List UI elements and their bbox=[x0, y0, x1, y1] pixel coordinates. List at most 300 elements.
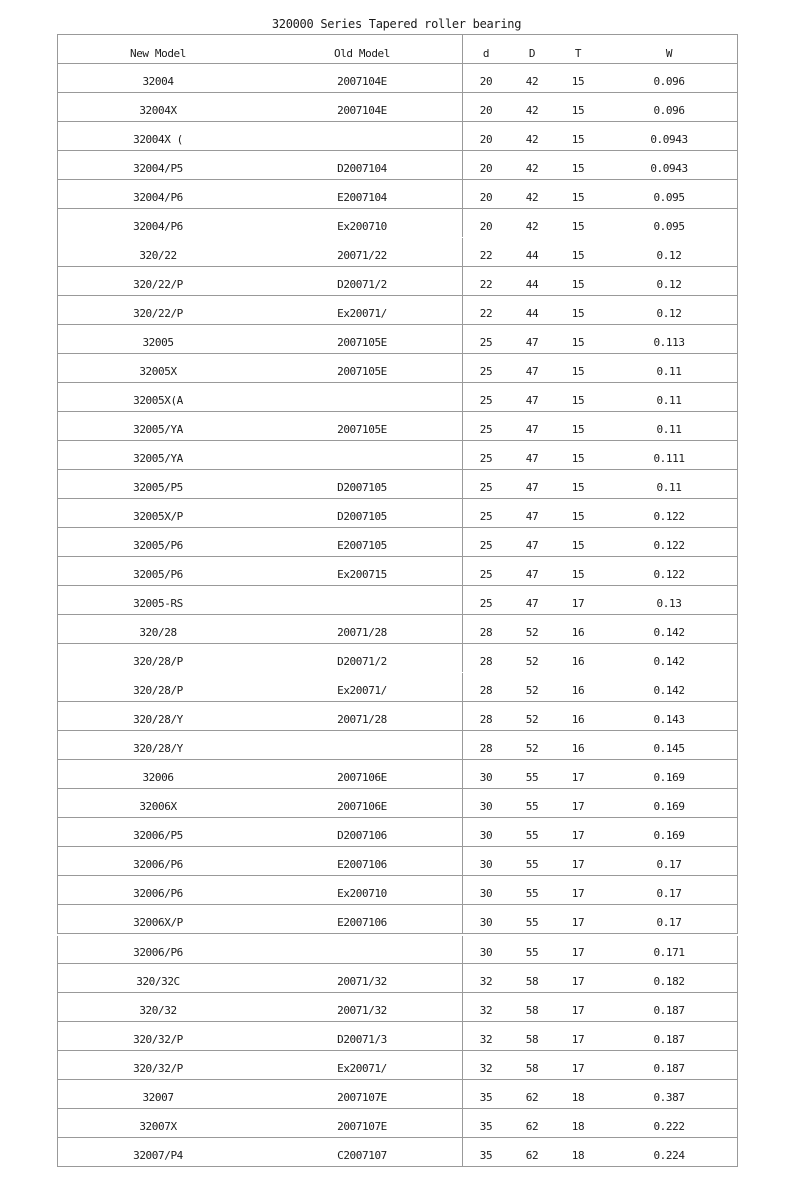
header-T: T bbox=[574, 47, 582, 60]
W-cell: 0.171 bbox=[653, 946, 685, 959]
W-cell: 0.111 bbox=[653, 452, 685, 465]
table-row bbox=[58, 615, 737, 644]
old-model-cell: Ex20071/ bbox=[337, 307, 387, 320]
d-cell: 20 bbox=[479, 133, 493, 146]
T-cell: 15 bbox=[571, 307, 585, 320]
new-model-cell: 32004X ( bbox=[133, 133, 183, 146]
new-model-cell: 32004X bbox=[139, 104, 177, 117]
bearing-table bbox=[57, 34, 738, 934]
old-model-cell: 2007104E bbox=[337, 104, 387, 117]
d-cell: 35 bbox=[479, 1149, 493, 1162]
new-model-cell: 32005X/P bbox=[133, 510, 183, 523]
W-cell: 0.169 bbox=[653, 829, 685, 842]
table-row bbox=[58, 412, 737, 441]
d-cell: 22 bbox=[479, 307, 493, 320]
W-cell: 0.122 bbox=[653, 539, 685, 552]
column-divider bbox=[462, 702, 463, 730]
T-cell: 16 bbox=[571, 742, 585, 755]
d-cell: 25 bbox=[479, 365, 493, 378]
d-cell: 35 bbox=[479, 1120, 493, 1133]
column-divider bbox=[462, 1080, 463, 1108]
table-row bbox=[58, 383, 737, 412]
d-cell: 25 bbox=[479, 597, 493, 610]
d-cell: 22 bbox=[479, 278, 493, 291]
D-cell: 42 bbox=[525, 75, 539, 88]
table-row bbox=[58, 673, 737, 702]
new-model-cell: 32004/P5 bbox=[133, 162, 183, 175]
W-cell: 0.113 bbox=[653, 336, 685, 349]
column-divider bbox=[462, 93, 463, 121]
column-divider bbox=[462, 35, 463, 63]
T-cell: 17 bbox=[571, 916, 585, 929]
T-cell: 17 bbox=[571, 1033, 585, 1046]
new-model-cell: 32005 bbox=[142, 336, 174, 349]
d-cell: 30 bbox=[479, 916, 493, 929]
D-cell: 44 bbox=[525, 307, 539, 320]
d-cell: 30 bbox=[479, 829, 493, 842]
W-cell: 0.095 bbox=[653, 191, 685, 204]
table-row bbox=[58, 847, 737, 876]
table-row bbox=[58, 354, 737, 383]
T-cell: 17 bbox=[571, 597, 585, 610]
d-cell: 20 bbox=[479, 75, 493, 88]
W-cell: 0.095 bbox=[653, 220, 685, 233]
new-model-cell: 32006X/P bbox=[133, 916, 183, 929]
new-model-cell: 32007 bbox=[142, 1091, 174, 1104]
T-cell: 16 bbox=[571, 626, 585, 639]
W-cell: 0.12 bbox=[656, 278, 682, 291]
old-model-cell: Ex20071/ bbox=[337, 684, 387, 697]
W-cell: 0.17 bbox=[656, 916, 682, 929]
D-cell: 47 bbox=[525, 481, 539, 494]
d-cell: 20 bbox=[479, 104, 493, 117]
d-cell: 25 bbox=[479, 510, 493, 523]
new-model-cell: 32006/P6 bbox=[133, 946, 183, 959]
table-row bbox=[58, 180, 737, 209]
T-cell: 15 bbox=[571, 133, 585, 146]
d-cell: 25 bbox=[479, 394, 493, 407]
d-cell: 30 bbox=[479, 800, 493, 813]
old-model-cell: 20071/28 bbox=[337, 713, 387, 726]
D-cell: 47 bbox=[525, 423, 539, 436]
column-divider bbox=[462, 1022, 463, 1050]
D-cell: 47 bbox=[525, 539, 539, 552]
D-cell: 52 bbox=[525, 713, 539, 726]
new-model-cell: 32004 bbox=[142, 75, 174, 88]
new-model-cell: 32006/P6 bbox=[133, 887, 183, 900]
T-cell: 18 bbox=[571, 1120, 585, 1133]
D-cell: 58 bbox=[525, 1004, 539, 1017]
old-model-cell: D2007105 bbox=[337, 510, 387, 523]
T-cell: 15 bbox=[571, 452, 585, 465]
W-cell: 0.122 bbox=[653, 568, 685, 581]
old-model-cell: 2007105E bbox=[337, 336, 387, 349]
header-d: d bbox=[482, 47, 490, 60]
table-row bbox=[58, 238, 737, 267]
new-model-cell: 32005/P6 bbox=[133, 539, 183, 552]
table-row bbox=[58, 325, 737, 354]
old-model-cell: 20071/32 bbox=[337, 1004, 387, 1017]
old-model-cell: 2007105E bbox=[337, 365, 387, 378]
T-cell: 17 bbox=[571, 887, 585, 900]
W-cell: 0.187 bbox=[653, 1033, 685, 1046]
d-cell: 25 bbox=[479, 452, 493, 465]
d-cell: 30 bbox=[479, 946, 493, 959]
W-cell: 0.12 bbox=[656, 307, 682, 320]
d-cell: 32 bbox=[479, 975, 493, 988]
column-divider bbox=[462, 499, 463, 527]
old-model-cell: D20071/2 bbox=[337, 655, 387, 668]
T-cell: 15 bbox=[571, 278, 585, 291]
column-divider bbox=[462, 964, 463, 992]
column-divider bbox=[462, 383, 463, 411]
T-cell: 15 bbox=[571, 539, 585, 552]
W-cell: 0.122 bbox=[653, 510, 685, 523]
column-divider bbox=[462, 122, 463, 150]
column-divider bbox=[462, 673, 463, 701]
d-cell: 25 bbox=[479, 423, 493, 436]
column-divider bbox=[462, 586, 463, 614]
new-model-cell: 320/28/Y bbox=[133, 713, 183, 726]
W-cell: 0.224 bbox=[653, 1149, 685, 1162]
W-cell: 0.0943 bbox=[650, 162, 688, 175]
table-row bbox=[58, 1022, 737, 1051]
new-model-cell: 320/28/Y bbox=[133, 742, 183, 755]
T-cell: 17 bbox=[571, 946, 585, 959]
W-cell: 0.387 bbox=[653, 1091, 685, 1104]
T-cell: 15 bbox=[571, 394, 585, 407]
column-divider bbox=[462, 615, 463, 643]
D-cell: 42 bbox=[525, 220, 539, 233]
column-divider bbox=[462, 644, 463, 672]
old-model-cell: E2007104 bbox=[337, 191, 387, 204]
column-divider bbox=[462, 876, 463, 904]
column-divider bbox=[462, 267, 463, 295]
table-row bbox=[58, 905, 737, 934]
T-cell: 15 bbox=[571, 162, 585, 175]
column-divider bbox=[462, 325, 463, 353]
header-old-model: Old Model bbox=[333, 47, 390, 60]
old-model-cell: 2007107E bbox=[337, 1091, 387, 1104]
W-cell: 0.13 bbox=[656, 597, 682, 610]
W-cell: 0.17 bbox=[656, 858, 682, 871]
d-cell: 28 bbox=[479, 684, 493, 697]
new-model-cell: 32006 bbox=[142, 771, 174, 784]
old-model-cell: C2007107 bbox=[337, 1149, 387, 1162]
column-divider bbox=[462, 180, 463, 208]
W-cell: 0.142 bbox=[653, 626, 685, 639]
table-row bbox=[58, 93, 737, 122]
T-cell: 15 bbox=[571, 423, 585, 436]
new-model-cell: 32005X(A bbox=[133, 394, 183, 407]
table-row bbox=[58, 1109, 737, 1138]
D-cell: 42 bbox=[525, 191, 539, 204]
T-cell: 15 bbox=[571, 481, 585, 494]
D-cell: 62 bbox=[525, 1091, 539, 1104]
D-cell: 52 bbox=[525, 684, 539, 697]
table-row bbox=[58, 499, 737, 528]
column-divider bbox=[462, 818, 463, 846]
T-cell: 17 bbox=[571, 1062, 585, 1075]
table-row bbox=[58, 993, 737, 1022]
D-cell: 52 bbox=[525, 626, 539, 639]
W-cell: 0.142 bbox=[653, 684, 685, 697]
W-cell: 0.096 bbox=[653, 104, 685, 117]
T-cell: 17 bbox=[571, 829, 585, 842]
column-divider bbox=[462, 238, 463, 266]
D-cell: 58 bbox=[525, 1062, 539, 1075]
table-row bbox=[58, 441, 737, 470]
old-model-cell: Ex20071/ bbox=[337, 1062, 387, 1075]
new-model-cell: 32005-RS bbox=[133, 597, 183, 610]
table-row bbox=[58, 818, 737, 847]
new-model-cell: 320/32 bbox=[139, 1004, 177, 1017]
new-model-cell: 320/32C bbox=[136, 975, 180, 988]
old-model-cell: D20071/2 bbox=[337, 278, 387, 291]
old-model-cell: Ex200710 bbox=[337, 887, 387, 900]
table-row bbox=[58, 644, 737, 673]
d-cell: 28 bbox=[479, 655, 493, 668]
d-cell: 32 bbox=[479, 1004, 493, 1017]
table-row bbox=[58, 267, 737, 296]
D-cell: 55 bbox=[525, 946, 539, 959]
W-cell: 0.145 bbox=[653, 742, 685, 755]
column-divider bbox=[462, 936, 463, 963]
column-divider bbox=[462, 528, 463, 556]
old-model-cell: E2007106 bbox=[337, 858, 387, 871]
D-cell: 55 bbox=[525, 829, 539, 842]
T-cell: 17 bbox=[571, 1004, 585, 1017]
T-cell: 15 bbox=[571, 220, 585, 233]
column-divider bbox=[462, 296, 463, 324]
old-model-cell: D2007105 bbox=[337, 481, 387, 494]
table-row bbox=[58, 789, 737, 818]
old-model-cell: E2007105 bbox=[337, 539, 387, 552]
new-model-cell: 320/22 bbox=[139, 249, 177, 262]
D-cell: 52 bbox=[525, 742, 539, 755]
table-row bbox=[58, 151, 737, 180]
T-cell: 15 bbox=[571, 191, 585, 204]
table-row bbox=[58, 557, 737, 586]
column-divider bbox=[462, 760, 463, 788]
column-divider bbox=[462, 151, 463, 179]
table-row bbox=[58, 1051, 737, 1080]
table-row bbox=[58, 586, 737, 615]
new-model-cell: 320/28/P bbox=[133, 655, 183, 668]
table-row bbox=[58, 296, 737, 325]
T-cell: 15 bbox=[571, 568, 585, 581]
old-model-cell: 20071/28 bbox=[337, 626, 387, 639]
table-header-row bbox=[58, 35, 737, 64]
bearing-table-continued bbox=[57, 936, 738, 1167]
d-cell: 25 bbox=[479, 336, 493, 349]
table-row bbox=[58, 760, 737, 789]
new-model-cell: 320/32/P bbox=[133, 1033, 183, 1046]
D-cell: 55 bbox=[525, 800, 539, 813]
column-divider bbox=[462, 354, 463, 382]
d-cell: 32 bbox=[479, 1062, 493, 1075]
d-cell: 35 bbox=[479, 1091, 493, 1104]
D-cell: 62 bbox=[525, 1149, 539, 1162]
new-model-cell: 32005/YA bbox=[133, 423, 183, 436]
T-cell: 15 bbox=[571, 336, 585, 349]
W-cell: 0.11 bbox=[656, 481, 682, 494]
table-row bbox=[58, 731, 737, 760]
new-model-cell: 32005/YA bbox=[133, 452, 183, 465]
D-cell: 58 bbox=[525, 975, 539, 988]
T-cell: 18 bbox=[571, 1149, 585, 1162]
table-row bbox=[58, 1138, 737, 1167]
column-divider bbox=[462, 412, 463, 440]
new-model-cell: 32006X bbox=[139, 800, 177, 813]
table-row bbox=[58, 122, 737, 151]
column-divider bbox=[462, 905, 463, 933]
D-cell: 58 bbox=[525, 1033, 539, 1046]
d-cell: 20 bbox=[479, 162, 493, 175]
d-cell: 25 bbox=[479, 481, 493, 494]
table-row bbox=[58, 964, 737, 993]
D-cell: 52 bbox=[525, 655, 539, 668]
W-cell: 0.182 bbox=[653, 975, 685, 988]
W-cell: 0.169 bbox=[653, 800, 685, 813]
new-model-cell: 320/22/P bbox=[133, 278, 183, 291]
D-cell: 47 bbox=[525, 336, 539, 349]
D-cell: 42 bbox=[525, 162, 539, 175]
d-cell: 28 bbox=[479, 742, 493, 755]
d-cell: 30 bbox=[479, 858, 493, 871]
column-divider bbox=[462, 209, 463, 237]
header-D: D bbox=[528, 47, 536, 60]
table-row bbox=[58, 936, 737, 964]
D-cell: 47 bbox=[525, 452, 539, 465]
old-model-cell: 2007107E bbox=[337, 1120, 387, 1133]
W-cell: 0.187 bbox=[653, 1062, 685, 1075]
table-row bbox=[58, 64, 737, 93]
column-divider bbox=[462, 441, 463, 469]
column-divider bbox=[462, 1138, 463, 1166]
old-model-cell: 2007106E bbox=[337, 771, 387, 784]
table-row bbox=[58, 470, 737, 499]
new-model-cell: 32005X bbox=[139, 365, 177, 378]
new-model-cell: 320/28 bbox=[139, 626, 177, 639]
old-model-cell: D2007106 bbox=[337, 829, 387, 842]
new-model-cell: 32007/P4 bbox=[133, 1149, 183, 1162]
column-divider bbox=[462, 470, 463, 498]
new-model-cell: 32004/P6 bbox=[133, 191, 183, 204]
new-model-cell: 32006/P5 bbox=[133, 829, 183, 842]
new-model-cell: 32005/P5 bbox=[133, 481, 183, 494]
new-model-cell: 320/28/P bbox=[133, 684, 183, 697]
W-cell: 0.11 bbox=[656, 365, 682, 378]
T-cell: 15 bbox=[571, 75, 585, 88]
table-row bbox=[58, 702, 737, 731]
W-cell: 0.169 bbox=[653, 771, 685, 784]
W-cell: 0.11 bbox=[656, 394, 682, 407]
D-cell: 47 bbox=[525, 597, 539, 610]
d-cell: 25 bbox=[479, 539, 493, 552]
d-cell: 25 bbox=[479, 568, 493, 581]
T-cell: 16 bbox=[571, 713, 585, 726]
T-cell: 15 bbox=[571, 249, 585, 262]
old-model-cell: D20071/3 bbox=[337, 1033, 387, 1046]
new-model-cell: 320/32/P bbox=[133, 1062, 183, 1075]
T-cell: 16 bbox=[571, 655, 585, 668]
old-model-cell: 2007106E bbox=[337, 800, 387, 813]
T-cell: 17 bbox=[571, 858, 585, 871]
T-cell: 15 bbox=[571, 365, 585, 378]
table-row bbox=[58, 876, 737, 905]
d-cell: 20 bbox=[479, 220, 493, 233]
column-divider bbox=[462, 993, 463, 1021]
W-cell: 0.0943 bbox=[650, 133, 688, 146]
D-cell: 55 bbox=[525, 771, 539, 784]
T-cell: 15 bbox=[571, 510, 585, 523]
D-cell: 47 bbox=[525, 394, 539, 407]
old-model-cell: 20071/32 bbox=[337, 975, 387, 988]
column-divider bbox=[462, 557, 463, 585]
W-cell: 0.11 bbox=[656, 423, 682, 436]
column-divider bbox=[462, 1109, 463, 1137]
table-row bbox=[58, 1080, 737, 1109]
old-model-cell: 20071/22 bbox=[337, 249, 387, 262]
D-cell: 44 bbox=[525, 249, 539, 262]
page-title: 320000 Series Tapered roller bearing bbox=[271, 17, 522, 31]
column-divider bbox=[462, 789, 463, 817]
d-cell: 22 bbox=[479, 249, 493, 262]
d-cell: 28 bbox=[479, 713, 493, 726]
old-model-cell: Ex200710 bbox=[337, 220, 387, 233]
old-model-cell: E2007106 bbox=[337, 916, 387, 929]
W-cell: 0.222 bbox=[653, 1120, 685, 1133]
D-cell: 55 bbox=[525, 887, 539, 900]
D-cell: 62 bbox=[525, 1120, 539, 1133]
W-cell: 0.187 bbox=[653, 1004, 685, 1017]
T-cell: 17 bbox=[571, 771, 585, 784]
D-cell: 47 bbox=[525, 568, 539, 581]
W-cell: 0.142 bbox=[653, 655, 685, 668]
d-cell: 20 bbox=[479, 191, 493, 204]
D-cell: 42 bbox=[525, 104, 539, 117]
d-cell: 32 bbox=[479, 1033, 493, 1046]
W-cell: 0.17 bbox=[656, 887, 682, 900]
table-row bbox=[58, 528, 737, 557]
old-model-cell: 2007105E bbox=[337, 423, 387, 436]
D-cell: 42 bbox=[525, 133, 539, 146]
new-model-cell: 320/22/P bbox=[133, 307, 183, 320]
old-model-cell: Ex200715 bbox=[337, 568, 387, 581]
D-cell: 55 bbox=[525, 916, 539, 929]
T-cell: 16 bbox=[571, 684, 585, 697]
T-cell: 17 bbox=[571, 975, 585, 988]
d-cell: 30 bbox=[479, 771, 493, 784]
column-divider bbox=[462, 847, 463, 875]
old-model-cell: D2007104 bbox=[337, 162, 387, 175]
D-cell: 47 bbox=[525, 365, 539, 378]
d-cell: 30 bbox=[479, 887, 493, 900]
header-W: W bbox=[665, 47, 673, 60]
column-divider bbox=[462, 64, 463, 92]
W-cell: 0.143 bbox=[653, 713, 685, 726]
T-cell: 18 bbox=[571, 1091, 585, 1104]
header-new-model: New Model bbox=[129, 47, 186, 60]
d-cell: 28 bbox=[479, 626, 493, 639]
new-model-cell: 32005/P6 bbox=[133, 568, 183, 581]
D-cell: 55 bbox=[525, 858, 539, 871]
D-cell: 44 bbox=[525, 278, 539, 291]
column-divider bbox=[462, 731, 463, 759]
D-cell: 47 bbox=[525, 510, 539, 523]
new-model-cell: 32006/P6 bbox=[133, 858, 183, 871]
